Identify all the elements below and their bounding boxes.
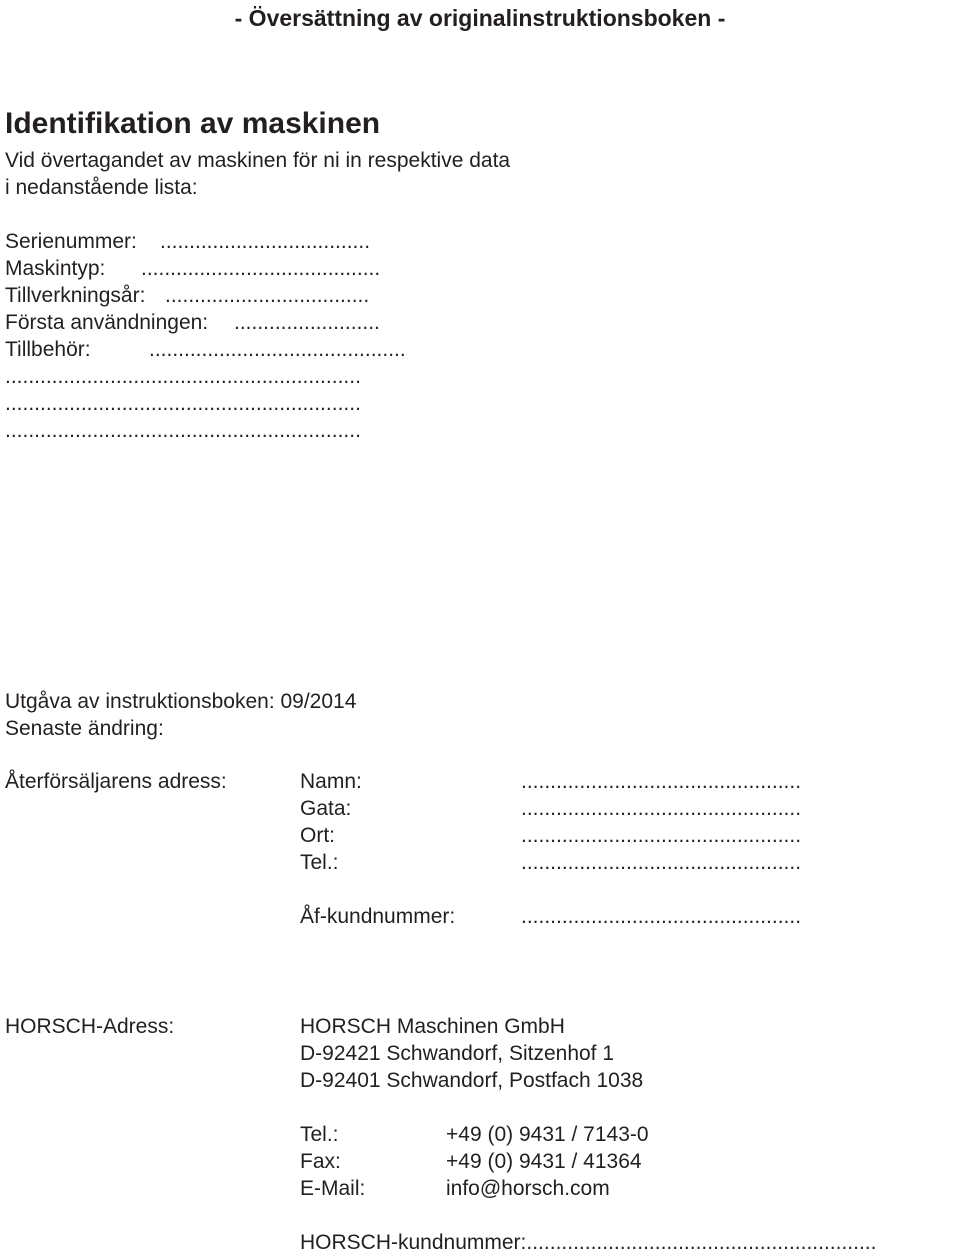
- accessories-field[interactable]: ............................................: [149, 338, 406, 361]
- horsch-phone-value: +49 (0) 9431 / 7143-0: [446, 1123, 649, 1146]
- horsch-fax-label: Fax:: [300, 1150, 341, 1173]
- horsch-address: [300, 1013, 643, 1094]
- serial-number-row: [5, 228, 371, 255]
- horsch-email-label: E-Mail:: [300, 1177, 366, 1200]
- accessories-dots-4[interactable]: .............................................................: [5, 419, 361, 442]
- dealer-street-field[interactable]: ................................................: [521, 797, 802, 820]
- dealer-field-inputs: [521, 768, 801, 930]
- dealer-street-label: Gata:: [300, 797, 352, 820]
- dealer-address-label: Återförsäljarens adress:: [5, 770, 227, 793]
- horsch-address-line-1: D-92421 Schwandorf, Sitzenhof 1: [300, 1042, 615, 1065]
- year-of-manufacture-label: Tillverkningsår:: [5, 284, 146, 307]
- horsch-contact-values: [446, 1121, 649, 1202]
- first-use-field[interactable]: .........................: [234, 311, 380, 334]
- machine-type-label: Maskintyp:: [5, 257, 106, 280]
- first-use-row: [5, 309, 380, 336]
- serial-number-field[interactable]: ....................................: [160, 230, 371, 253]
- machine-data-form: [5, 228, 406, 444]
- dealer-name-field[interactable]: ................................................: [521, 770, 802, 793]
- horsch-contact-labels: [300, 1121, 365, 1202]
- machine-type-field[interactable]: .........................................: [141, 257, 381, 280]
- accessories-dots-2[interactable]: .............................................................: [5, 365, 361, 388]
- year-of-manufacture-field[interactable]: ...................................: [165, 284, 370, 307]
- horsch-customer-number-field[interactable]: ............................................................: [526, 1231, 877, 1254]
- dealer-city-field[interactable]: ................................................: [521, 824, 802, 847]
- year-of-manufacture-row: [5, 282, 370, 309]
- serial-number-label: Serienummer:: [5, 230, 137, 253]
- horsch-email-link[interactable]: info@horsch.com: [446, 1177, 610, 1200]
- first-use-label: Första användningen:: [5, 311, 209, 334]
- page-title: Identifikation av maskinen: [5, 107, 381, 140]
- horsch-company: HORSCH Maschinen GmbH: [300, 1015, 565, 1038]
- dealer-phone-field[interactable]: ................................................: [521, 851, 802, 874]
- translation-note: - Översättning av originalinstruktionsboken -: [234, 5, 726, 31]
- edition-line: Utgåva av instruktionsboken: 09/2014: [5, 690, 357, 713]
- intro-text: [5, 147, 510, 201]
- edition-info: [5, 688, 356, 742]
- intro-line-2: i nedanstående lista:: [5, 176, 198, 199]
- horsch-phone-label: Tel.:: [300, 1123, 339, 1146]
- machine-type-row: [5, 255, 381, 282]
- dealer-city-label: Ort:: [300, 824, 335, 847]
- horsch-customer-number-row: [300, 1229, 876, 1256]
- dealer-customer-number-field[interactable]: ................................................: [521, 905, 802, 928]
- accessories-line-2[interactable]: [5, 363, 361, 390]
- dealer-name-label: Namn:: [300, 770, 362, 793]
- accessories-line-4[interactable]: [5, 417, 361, 444]
- dealer-customer-number-label: Åf-kundnummer:: [300, 905, 456, 928]
- accessories-dots-3[interactable]: .............................................................: [5, 392, 361, 415]
- horsch-fax-value: +49 (0) 9431 / 41364: [446, 1150, 642, 1173]
- accessories-line-3[interactable]: [5, 390, 361, 417]
- horsch-address-line-2: D-92401 Schwandorf, Postfach 1038: [300, 1069, 644, 1092]
- accessories-label: Tillbehör:: [5, 338, 91, 361]
- dealer-phone-label: Tel.:: [300, 851, 339, 874]
- accessories-row: [5, 336, 406, 363]
- horsch-address-label: HORSCH-Adress:: [5, 1015, 175, 1038]
- intro-line-1: Vid övertagandet av maskinen för ni in respektive data: [5, 149, 511, 172]
- horsch-customer-number-label: HORSCH-kundnummer:: [300, 1231, 527, 1254]
- last-change-line: Senaste ändring:: [5, 717, 164, 740]
- dealer-field-labels: [300, 768, 455, 930]
